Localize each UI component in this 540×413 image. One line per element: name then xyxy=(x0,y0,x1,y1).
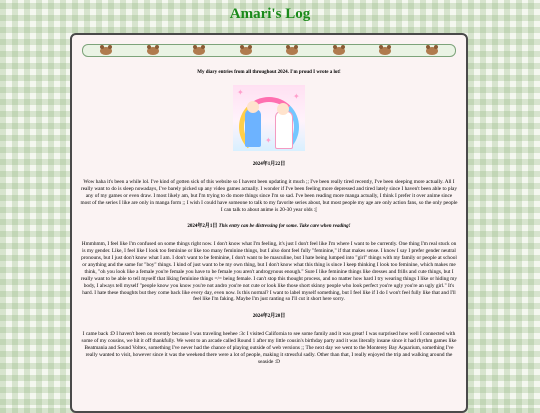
entry-text: Wow haha it's been a while lol. I've kind of gotten sick of this website so I havent been updating it much ;; I've been really tired recently, I've been sleeping more actually. All I really want to do is sleep nowadays, I've barely picked up any video games actually. I wonder if I've been feeling more depressed and tired lately since I haven't been able to play any of my games or even draw. I most likely am, but I'm trying to do more things since I'm so sad. I've been reading more manga actually, I think I prefer it over anime since most of the series I like are only in manga form ;; I wish I could have someone to talk to my favorite series about, but most people my age are only action fans, so the only people I can talk to about anime is 20-30 year olds :[ xyxy=(80,179,458,213)
entry-warning: This entry can be distressing for some. Take care when reading! xyxy=(218,224,351,230)
bear-icon xyxy=(286,47,298,55)
entry-date: 2024年1月22日 xyxy=(252,162,286,167)
sparkle-icon: ✦ xyxy=(293,92,300,101)
page-title: Amari's Log xyxy=(229,6,311,22)
bear-icon xyxy=(100,47,112,55)
bear-icon xyxy=(379,47,391,55)
diary-panel xyxy=(70,33,468,413)
entry-text: I came back :D I haven't been on recently because I was traveling heehee :3c I visited California to see some family and it was great! I was surprised how well I connected with some of my cousins, we hit it off thankfully. We went to an arcade called Round 1 after my little cousin's birthday party and it was literally insane since it had rhythm games like Beatmania and Sound Voltex, something I've never had the chance of playing outside of web versions ;; The next day we went to the Monterey Bay Aquarium, something I've really wanted to visit, however since it was the weekend there were a lot of people, making it stressful sadly. Other than that, I really enjoyed the trip and walking around the seaside :D xyxy=(81,331,457,365)
bear-icon xyxy=(193,47,205,55)
character-figure xyxy=(275,111,293,149)
sparkle-icon: ✦ xyxy=(265,136,272,145)
intro-text: My diary entries from all throughout 2024. I'm proud I wrote a lot! xyxy=(197,70,341,75)
bear-icon xyxy=(147,47,159,55)
bear-icon xyxy=(426,47,438,55)
bear-divider xyxy=(82,44,456,57)
entry-date: 2024年2月20日 xyxy=(252,314,286,320)
anime-illustration xyxy=(233,85,305,151)
character-figure xyxy=(245,109,261,147)
entry-text: Hmmhmm, I feel like I'm confused on some things right now. I don't know what I'm feeling, it's just I don't feel like I'm where I want to be currently. One thing I'm real stuck on is my gender. Like, I feel like I look too feminine or like too many feminine things, but I also dont feel fully "feminine," if that makes sense. I know I say I prefer gender neutral pronouns, but I just don't know what I am. I don't want to be feminine, I don't want to be masculine, but I hate being lumped into "girl" things with my family or people at school or anything and the same for "boy" things. I kind of just want to be my own thing, but I don't know what this thing is since I keep thinking I look too feminine, which makes me think, "oh you look like a female you're female you have to be female you aren't androgynous enough." Sure I like feminine things like dresses and frills and cute things, but I really want to be able to tell myself that liking feminine things =/= being female. I can't stop this thought process, and no matter how hard I try wearing things I like or hiding my body, I always tell myself "people know you know you're not andro you're not cute or look like those short skinny people who look perfect you're ugly you're an ugly girl." It's hard. I hate these thoughts but they come back like every day, even now. Is this normal? I want to label myself something, but I feel like if I do I won't feel fully like that and I'll feel like I'm faking. Maybe I'm just ranting so I'll cut it short here sorry. xyxy=(80,241,458,303)
entry-date: 2024年2月1日 xyxy=(187,224,218,230)
bear-icon xyxy=(333,47,345,55)
sparkle-icon: ✦ xyxy=(237,88,244,97)
bear-icon xyxy=(240,47,252,55)
entry-date-with-note xyxy=(80,222,458,229)
